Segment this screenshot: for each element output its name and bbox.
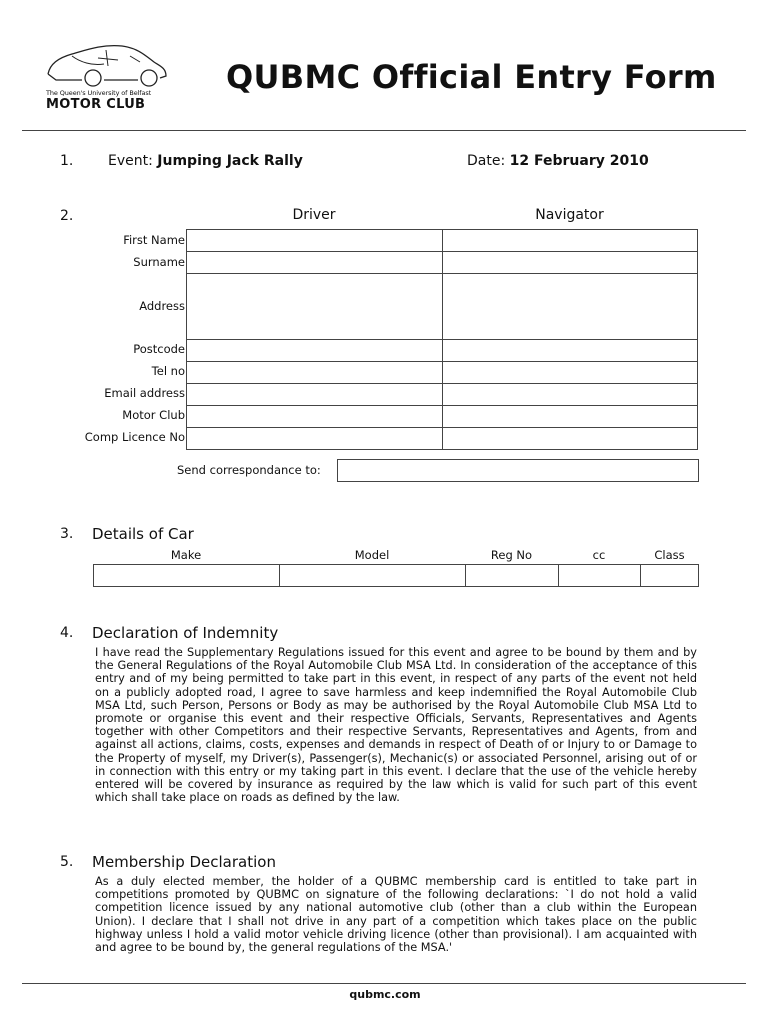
navigator-postcode-input[interactable] [442,339,698,362]
navigator-surname-input[interactable] [442,251,698,274]
navigator-email-input[interactable] [442,383,698,406]
navigator-comp-licence-input[interactable] [442,427,698,450]
car-cc-input[interactable] [558,564,641,587]
driver-motor-club-input[interactable] [186,405,443,428]
comp-licence-label: Comp Licence No [84,430,185,444]
surname-label: Surname [133,255,185,269]
footer-divider [22,983,746,984]
driver-postcode-input[interactable] [186,339,443,362]
email-address-label: Email address [104,386,185,400]
driver-header: Driver [292,207,336,223]
car-logo-icon [42,40,182,90]
tel-no-label: Tel no [151,364,185,378]
reg-no-header: Reg No [490,548,533,562]
membership-text: As a duly elected member, the holder of a QUBMC membership card is entitled to take part in competitions promoted by QUBMC on signature of the following declarations: `I do not hold a valid competition licence issued by any national automotive club (other than a club within the European Union). I declare that I shall not drive in any part of a competition which takes place on the public highway unless I hold a valid motor vehicle driving licence (other than provisional). I am acquainted with and agree to be bound by, the general regulations of the MSA.' [95,875,697,955]
car-make-input[interactable] [93,564,280,587]
indemnity-text: I have read the Supplementary Regulations issued for this event and agree to be bound by them and by the General Regulations of the Royal Automobile Club MSA Ltd. In consideration of the acceptance of this entry and of my being permitted to take part in this event, in respect of any parts of the event not held on a publicly adopted road, I agree to save harmless and keep indemnified the Royal Automobile Club MSA Ltd, such Person, Persons or Body as may be authorised by the Royal Automobile Club MSA Ltd to promote or organise this event and their respective Officials, Servants, Representatives and Agents together with other Competitors and their respective Servants, Representatives and Agents, from and against all actions, claims, costs, expenses and demands in respect of Death of or Injury to or Damage to the Property of myself, my Driver(s), Passenger(s), Mechanic(s) or associated Personnel, arising out of or in connection with this entry or my taking part in this event. I declare that the use of the vehicle hereby entered will be covered by insurance as required by the law which is valid for such part of this event which shall take place on roads as defined by the law. [95,646,697,805]
date-label: Date: [467,153,506,169]
motor-club-label: Motor Club [122,408,185,422]
driver-tel-input[interactable] [186,361,443,384]
driver-surname-input[interactable] [186,251,443,274]
footer-url[interactable]: qubmc.com [349,988,421,1001]
indemnity-section-title: Declaration of Indemnity [92,624,279,642]
make-header: Make [170,548,202,562]
logo-club-text: MOTOR CLUB [46,97,146,112]
cc-header: cc [592,548,606,562]
section-2-number: 2. [60,208,74,224]
driver-comp-licence-input[interactable] [186,427,443,450]
navigator-header: Navigator [535,207,604,223]
correspondence-label: Send correspondance to: [177,463,321,477]
page-title: QUBMC Official Entry Form [226,58,717,96]
date-value: 12 February 2010 [509,153,649,169]
car-model-input[interactable] [279,564,466,587]
date-field [467,153,649,169]
address-label: Address [139,299,185,313]
navigator-tel-input[interactable] [442,361,698,384]
car-reg-no-input[interactable] [465,564,559,587]
section-3-number: 3. [60,526,74,542]
car-section-title: Details of Car [92,525,194,543]
navigator-first-name-input[interactable] [442,229,698,252]
class-header: Class [654,548,685,562]
club-logo [42,40,182,112]
car-class-input[interactable] [640,564,699,587]
model-header: Model [354,548,390,562]
navigator-motor-club-input[interactable] [442,405,698,428]
section-5-number: 5. [60,854,74,870]
header-divider [22,130,746,131]
correspondence-input[interactable] [337,459,699,482]
event-value: Jumping Jack Rally [157,153,303,169]
first-name-label: First Name [123,233,185,247]
section-4-number: 4. [60,625,74,641]
driver-address-input[interactable] [186,273,443,340]
event-label: Event: [108,153,153,169]
logo-university-text: The Queen's University of Belfast [46,89,152,97]
navigator-address-input[interactable] [442,273,698,340]
section-1-number: 1. [60,153,74,169]
postcode-label: Postcode [133,342,185,356]
event-field [108,153,303,169]
driver-email-input[interactable] [186,383,443,406]
membership-section-title: Membership Declaration [92,853,276,871]
driver-first-name-input[interactable] [186,229,443,252]
